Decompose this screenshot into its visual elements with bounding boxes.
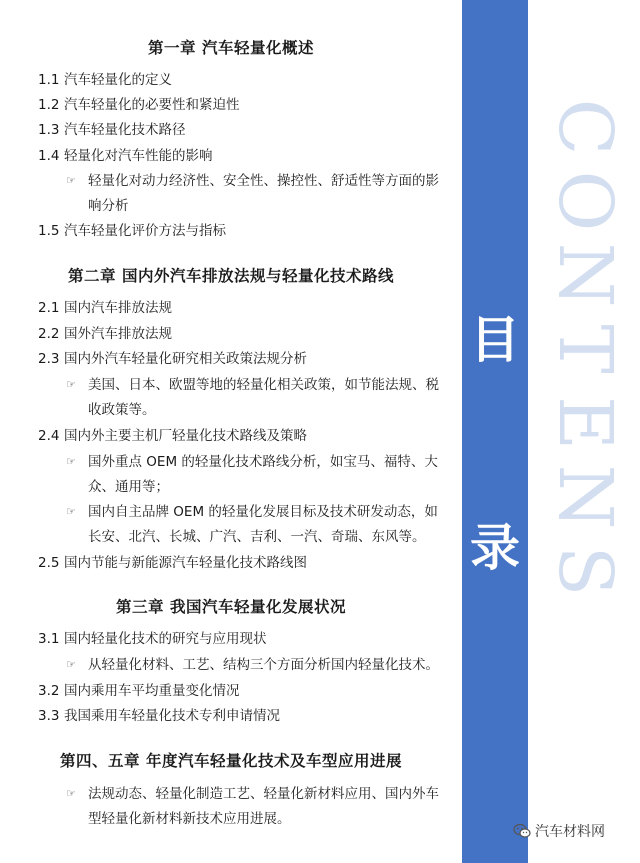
item-number: 1.4	[38, 148, 60, 164]
item-number: 2.1	[38, 300, 60, 316]
item-label: 汽车轻量化技术路径	[64, 122, 186, 138]
toc-item-2-5[interactable]	[38, 553, 307, 573]
item-number: 3.2	[38, 683, 60, 699]
item-label: 国内乘用车平均重量变化情况	[64, 683, 240, 699]
bullet-line: 响分析	[88, 198, 129, 214]
item-number: 2.4	[38, 428, 60, 444]
bullet-line: 法规动态、轻量化制造工艺、轻量化新材料应用、国内外车	[88, 786, 439, 802]
item-number: 2.2	[38, 326, 60, 342]
toc-item-3-2[interactable]	[38, 681, 240, 701]
item-number: 1.5	[38, 223, 60, 239]
item-label: 国外汽车排放法规	[64, 326, 172, 342]
contents-letter: E	[542, 395, 628, 451]
item-label: 汽车轻量化评价方法与指标	[64, 223, 226, 239]
bullet-line: 从轻量化材料、工艺、结构三个方面分析国内轻量化技术。	[88, 657, 439, 673]
pointing-hand-icon: ☞	[66, 378, 76, 391]
item-label: 国内轻量化技术的研究与应用现状	[64, 631, 267, 647]
contents-letter: N	[542, 464, 628, 530]
bullet-line: 国外重点 OEM 的轻量化技术路线分析，如宝马、福特、大	[88, 454, 438, 470]
contents-letter: C	[542, 98, 628, 156]
item-label: 汽车轻量化的定义	[64, 72, 172, 88]
item-number: 2.5	[38, 555, 60, 571]
watermark	[513, 821, 605, 841]
contents-vertical-word	[540, 90, 630, 608]
item-label: 轻量化对汽车性能的影响	[64, 148, 213, 164]
pointing-hand-icon: ☞	[66, 787, 76, 800]
pointing-hand-icon: ☞	[66, 658, 76, 671]
bullet-line: 型轻量化新材料新技术应用进展。	[88, 811, 291, 827]
toc-item-1-3[interactable]	[38, 120, 186, 140]
chapter-1-title: 第一章 汽车轻量化概述	[148, 39, 314, 57]
item-number: 1.3	[38, 122, 60, 138]
contents-letter: O	[542, 170, 628, 232]
item-label: 国内外汽车轻量化研究相关政策法规分析	[64, 351, 307, 367]
toc-item-2-1[interactable]	[38, 298, 172, 318]
watermark-text: 汽车材料网	[535, 824, 605, 840]
pointing-hand-icon: ☞	[66, 455, 76, 468]
item-number: 3.1	[38, 631, 60, 647]
contents-letter: T	[542, 324, 628, 374]
bullet-line: 国内自主品牌 OEM 的轻量化发展目标及技术研发动态，如	[88, 504, 438, 520]
item-number: 2.3	[38, 351, 60, 367]
sidebar-char-mu: 目	[470, 311, 520, 369]
bullet-line: 众、通用等；	[88, 479, 169, 495]
toc-item-2-2[interactable]	[38, 324, 172, 344]
wechat-icon	[513, 823, 531, 839]
toc-item-3-1[interactable]	[38, 629, 267, 649]
item-number: 3.3	[38, 708, 60, 724]
item-label: 我国乘用车轻量化技术专利申请情况	[64, 708, 280, 724]
bullet-line: 长安、北汽、长城、广汽、吉利、一汽、奇瑞、东风等。	[88, 529, 426, 545]
chapter-3-title: 第三章 我国汽车轻量化发展状况	[116, 598, 346, 616]
chapter-2-title: 第二章 国内外汽车排放法规与轻量化技术路线	[68, 267, 394, 285]
toc-sidebar	[462, 0, 528, 863]
chapter-4-5-title: 第四、五章 年度汽车轻量化技术及车型应用进展	[60, 752, 402, 770]
item-number: 1.1	[38, 72, 60, 88]
item-label: 国内节能与新能源汽车轻量化技术路线图	[64, 555, 307, 571]
toc-item-3-3[interactable]	[38, 706, 280, 726]
toc-item-2-4[interactable]	[38, 426, 307, 446]
bullet-line: 美国、日本、欧盟等地的轻量化相关政策，如节能法规、税	[88, 377, 439, 393]
toc-item-1-1[interactable]	[38, 70, 172, 90]
item-label: 汽车轻量化的必要性和紧迫性	[64, 97, 240, 113]
pointing-hand-icon: ☞	[66, 174, 76, 187]
toc-item-2-3[interactable]	[38, 349, 307, 369]
bullet-line: 收政策等。	[88, 402, 156, 418]
item-number: 1.2	[38, 97, 60, 113]
toc-item-1-4[interactable]	[38, 146, 213, 166]
toc-item-1-5[interactable]	[38, 221, 226, 241]
contents-letter: S	[542, 545, 628, 597]
item-label: 国内外主要主机厂轻量化技术路线及策略	[64, 428, 307, 444]
bullet-line: 轻量化对动力经济性、安全性、操控性、舒适性等方面的影	[88, 173, 439, 189]
item-label: 国内汽车排放法规	[64, 300, 172, 316]
sidebar-char-lu: 录	[470, 519, 520, 577]
pointing-hand-icon: ☞	[66, 505, 76, 518]
contents-letter: N	[542, 242, 628, 308]
toc-item-1-2[interactable]	[38, 95, 240, 115]
